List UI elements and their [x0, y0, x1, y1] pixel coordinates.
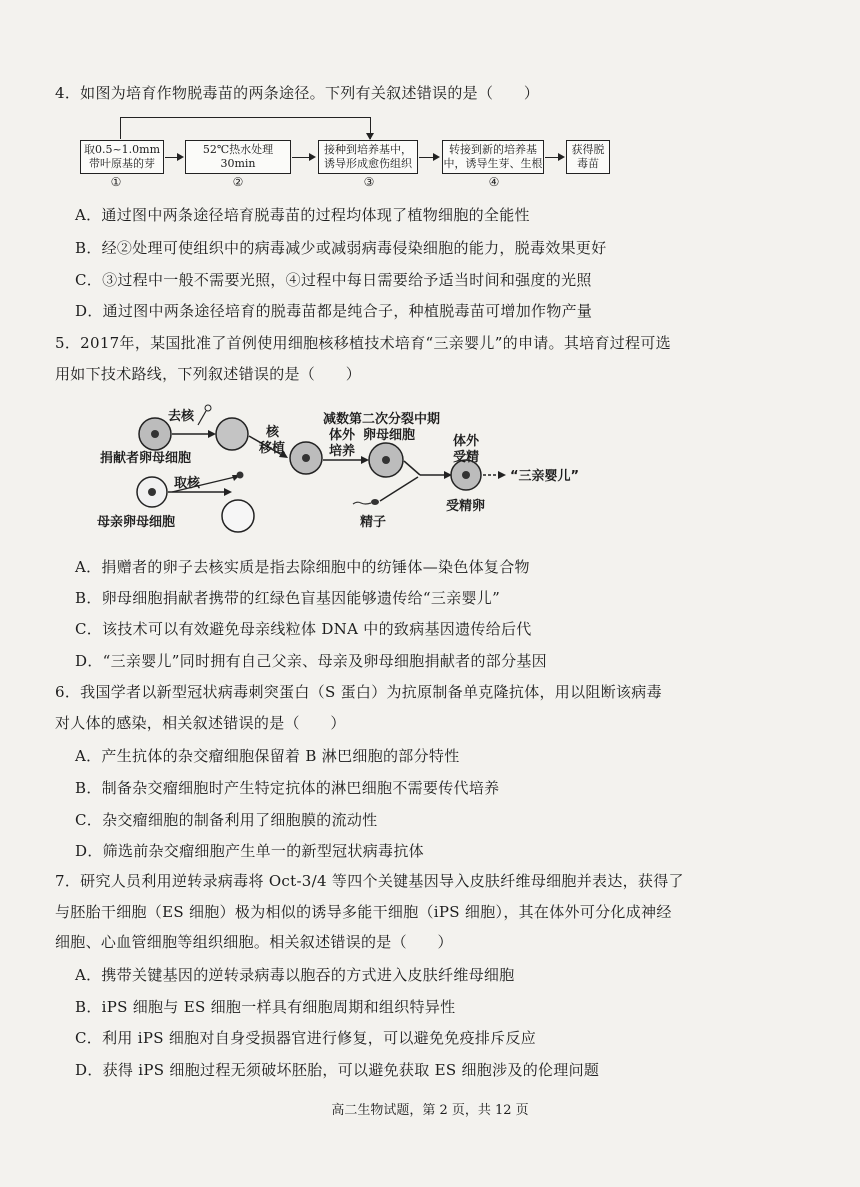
- q4-option-c: C．③过程中一般不需要光照，④过程中每日需要给予适当时间和强度的光照: [75, 271, 592, 289]
- enucleated-oocyte-cell: [216, 418, 248, 450]
- mother-enucleated-cell: [222, 500, 254, 532]
- q5-option-a: A．捐赠者的卵子去核实质是指去除细胞中的纺锤体—染色体复合物: [75, 558, 530, 576]
- label-baby: “三亲婴儿”: [510, 469, 580, 484]
- q4-option-a: A．通过图中两条途径培育脱毒苗的过程均体现了植物细胞的全能性: [75, 206, 530, 224]
- question-5-stem-line-1: 5．2017年，某国批准了首例使用细胞核移植技术培育“三亲婴儿”的申请。其培育过程可选: [55, 334, 671, 352]
- q5-option-c: C．该技术可以有效避免母亲线粒体 DNA 中的致病基因遗传给后代: [75, 620, 532, 638]
- page-footer: 高二生物试题，第 2 页，共 12 页: [331, 1103, 529, 1118]
- flow-arrow-4: [545, 157, 563, 158]
- mii-oocyte-cell: [369, 443, 403, 477]
- label-yizhi: 移植: [259, 441, 286, 456]
- question-4-stem: 4．如图为培育作物脱毒苗的两条途径。下列有关叙述错误的是（ ）: [55, 84, 540, 102]
- label-he: 核: [266, 425, 280, 440]
- q4-option-b: B．经②处理可使组织中的病毒减少或减弱病毒侵染细胞的能力，脱毒效果更好: [75, 239, 607, 257]
- sperm-icon: [353, 499, 379, 505]
- label-oocyte: 卵母细胞: [363, 428, 416, 443]
- flow-arrow-2: [292, 157, 314, 158]
- reconstructed-cell: [290, 442, 322, 474]
- flow-num-1: ①: [110, 175, 122, 189]
- q7-option-d: D．获得 iPS 细胞过程无须破坏胚胎，可以避免获取 ES 细胞涉及的伦理问题: [75, 1061, 600, 1079]
- q7-option-b: B．iPS 细胞与 ES 细胞一样具有细胞周期和组织特异性: [75, 998, 456, 1016]
- question-7-stem-line-1: 7．研究人员利用逆转录病毒将 Oct-3/4 等四个关键基因导入皮肤纤维母细胞并表达，获得了: [55, 872, 684, 890]
- extracted-nucleus-dot: [237, 472, 244, 479]
- label-quhe2: 取核: [174, 476, 201, 491]
- removal-arrow: [198, 411, 206, 425]
- flow-box-2: 52℃热水处理30min: [185, 140, 291, 174]
- flow-num-4: ④: [488, 175, 500, 189]
- removed-nucleus-dot: [205, 405, 211, 411]
- bypass-connector: [120, 117, 371, 139]
- flow-box-4: 转接到新的培养基中，诱导生芽、生根: [442, 140, 544, 174]
- label-meiosis: 减数第二次分裂中期: [323, 412, 441, 427]
- question-5-stem-line-2: 用如下技术路线，下列叙述错误的是（ ）: [55, 365, 362, 383]
- flow-box-5: 获得脱毒苗: [566, 140, 610, 174]
- label-mother: 母亲卵母细胞: [97, 515, 176, 530]
- label-quhe: 去核: [168, 409, 195, 424]
- label-zygote: 受精卵: [446, 499, 486, 514]
- q6-option-d: D．筛选前杂交瘤细胞产生单一的新型冠状病毒抗体: [75, 842, 424, 860]
- mother-oocyte-cell: [137, 477, 167, 507]
- flow-arrow-3: [419, 157, 438, 158]
- flow-num-3: ③: [363, 175, 375, 189]
- label-shoujing: 受精: [453, 450, 480, 465]
- flow-num-2: ②: [232, 175, 244, 189]
- q7-option-a: A．携带关键基因的逆转录病毒以胞吞的方式进入皮肤纤维母细胞: [75, 966, 515, 984]
- bypass-arrowhead: [366, 133, 374, 140]
- q5-option-d: D．“三亲婴儿”同时拥有自己父亲、母亲及卵母细胞捐献者的部分基因: [75, 652, 547, 670]
- q5-option-b: B．卵母细胞捐献者携带的红绿色盲基因能够遗传给“三亲婴儿”: [75, 589, 501, 607]
- q5-diagram: [0, 395, 860, 550]
- label-tiwai2: 体外: [453, 434, 480, 449]
- question-6-stem-line-2: 对人体的感染，相关叙述错误的是（ ）: [55, 714, 346, 732]
- label-sperm: 精子: [360, 515, 387, 530]
- q4-option-d: D．通过图中两条途径培育的脱毒苗都是纯合子，种植脱毒苗可增加作物产量: [75, 302, 593, 320]
- label-peiyang: 培养: [329, 444, 356, 459]
- q6-option-c: C．杂交瘤细胞的制备利用了细胞膜的流动性: [75, 811, 378, 829]
- q6-option-b: B．制备杂交瘤细胞时产生特定抗体的淋巴细胞不需要传代培养: [75, 779, 500, 797]
- q6-option-a: A．产生抗体的杂交瘤细胞保留着 B 淋巴细胞的部分特性: [75, 747, 460, 765]
- flow-arrow-1: [165, 157, 182, 158]
- question-7-stem-line-3: 细胞、心血管细胞等组织细胞。相关叙述错误的是（ ）: [55, 933, 453, 951]
- q7-option-c: C．利用 iPS 细胞对自身受损器官进行修复，可以避免免疫排斥反应: [75, 1029, 537, 1047]
- flow-box-1: 取0.5~1.0mm带叶原基的芽: [80, 140, 164, 174]
- label-donor: 捐献者卵母细胞: [100, 451, 192, 466]
- donor-oocyte-cell: [139, 418, 171, 450]
- label-tiwai1: 体外: [329, 428, 356, 443]
- flow-box-3: 接种到培养基中，诱导形成愈伤组织: [318, 140, 418, 174]
- question-7-stem-line-2: 与胚胎干细胞（ES 细胞）极为相似的诱导多能干细胞（iPS 细胞），其在体外可分化成神经: [55, 903, 672, 921]
- question-6-stem-line-1: 6．我国学者以新型冠状病毒刺突蛋白（S 蛋白）为抗原制备单克隆抗体，用以阻断该病毒: [55, 683, 662, 701]
